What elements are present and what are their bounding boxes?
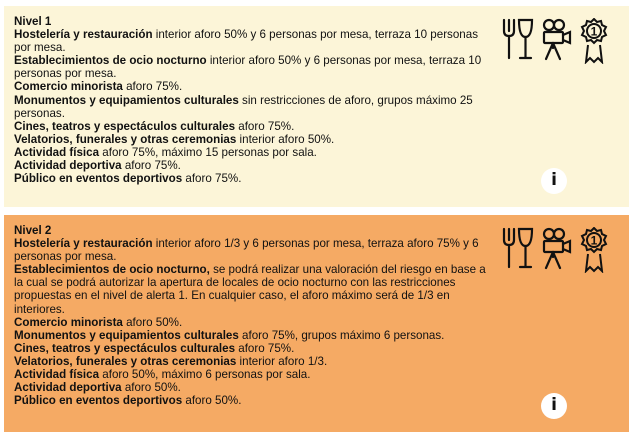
list-item: [14, 94, 489, 120]
list-item: [14, 120, 489, 133]
row-label: Monumentos y equipamientos culturales: [14, 328, 239, 342]
list-item: [14, 381, 489, 394]
list-item: [14, 28, 489, 54]
row-label: Velatorios, funerales y otras ceremonias: [14, 354, 237, 368]
row-text: interior aforo 50% y 6 personas por mesa, terraza 10 personas por mesa.: [14, 54, 482, 81]
list-item: [14, 355, 489, 368]
activity-icons: [501, 18, 609, 64]
list-item: [14, 368, 489, 381]
row-label: Actividad física: [14, 368, 100, 382]
row-label: Público en eventos deportivos: [14, 172, 183, 186]
row-text: se podrá realizar una valoración del riesgo en base a la cual se podrá autorizar la apertura de locales de ocio nocturno con las restricciones propuestas en el nivel de alerta 1. En cualquier caso, el aforo máximo será de 1/3 en interiores.: [14, 263, 486, 316]
row-text: interior aforo 50%.: [236, 132, 335, 146]
row-text: aforo 75%.: [121, 159, 181, 173]
list-item: [14, 133, 489, 146]
row-text: aforo 75%.: [122, 80, 183, 94]
list-item: [14, 146, 489, 159]
fork-glass-icon: [501, 18, 535, 62]
row-label: Actividad deportiva: [14, 159, 122, 173]
list-item: [14, 263, 489, 315]
list-item: [14, 237, 489, 263]
activity-icons: [501, 227, 609, 273]
row-text: aforo 75%.: [235, 341, 295, 355]
row-text: aforo 50%, máximo 6 personas por sala.: [99, 368, 311, 382]
row-text: aforo 75%.: [235, 119, 295, 133]
row-label: Cines, teatros y espectáculos culturales: [14, 119, 236, 133]
row-label: Hostelería y restauración: [14, 28, 153, 42]
row-text: aforo 50%.: [121, 381, 181, 395]
list-item: [14, 394, 489, 407]
row-text: sin restricciones de aforo, grupos máximo 25 personas.: [14, 93, 473, 120]
level-1-card: [4, 6, 629, 207]
row-label: Comercio minorista: [14, 315, 123, 329]
medal-number: 1: [590, 233, 598, 248]
medal-icon: [579, 227, 609, 273]
row-text: aforo 75%, máximo 15 personas por sala.: [99, 145, 317, 159]
film-camera-icon: [541, 227, 573, 271]
list-item: [14, 172, 489, 185]
list-item: [14, 80, 489, 93]
row-text: aforo 50%.: [122, 315, 183, 329]
row-text: interior aforo 1/3.: [236, 354, 328, 368]
level-2-card: [4, 215, 629, 432]
list-item: [14, 54, 489, 80]
list-item: [14, 342, 489, 355]
medal-icon: [579, 18, 609, 64]
row-text: interior aforo 1/3 y 6 personas por mesa, terraza aforo 75% y 6 personas por mesa.: [14, 237, 479, 264]
list-item: [14, 316, 489, 329]
row-text: aforo 75%.: [182, 172, 242, 186]
level-title: Nivel 1: [14, 15, 52, 28]
fork-glass-icon: [501, 227, 535, 271]
row-label: Establecimientos de ocio nocturno: [14, 54, 207, 68]
list-item: [14, 329, 489, 342]
row-label: Establecimientos de ocio nocturno,: [14, 263, 210, 277]
row-label: Cines, teatros y espectáculos culturales: [14, 341, 236, 355]
row-label: Velatorios, funerales y otras ceremonias: [14, 132, 237, 146]
row-label: Público en eventos deportivos: [14, 394, 183, 408]
list-item: [14, 159, 489, 172]
row-text: interior aforo 50% y 6 personas por mesa, terraza 10 personas por mesa.: [14, 28, 478, 55]
info-button[interactable]: i: [541, 168, 567, 194]
film-camera-icon: [541, 18, 573, 62]
medal-number: 1: [590, 24, 598, 39]
row-label: Hostelería y restauración: [14, 237, 153, 251]
row-text: aforo 75%, grupos máximo 6 personas.: [238, 328, 445, 342]
row-text: aforo 50%.: [182, 394, 242, 408]
row-label: Monumentos y equipamientos culturales: [14, 93, 239, 107]
row-label: Actividad deportiva: [14, 381, 122, 395]
row-label: Actividad física: [14, 145, 100, 159]
row-label: Comercio minorista: [14, 80, 123, 94]
info-button[interactable]: i: [541, 393, 567, 419]
level-title: Nivel 2: [14, 224, 52, 237]
